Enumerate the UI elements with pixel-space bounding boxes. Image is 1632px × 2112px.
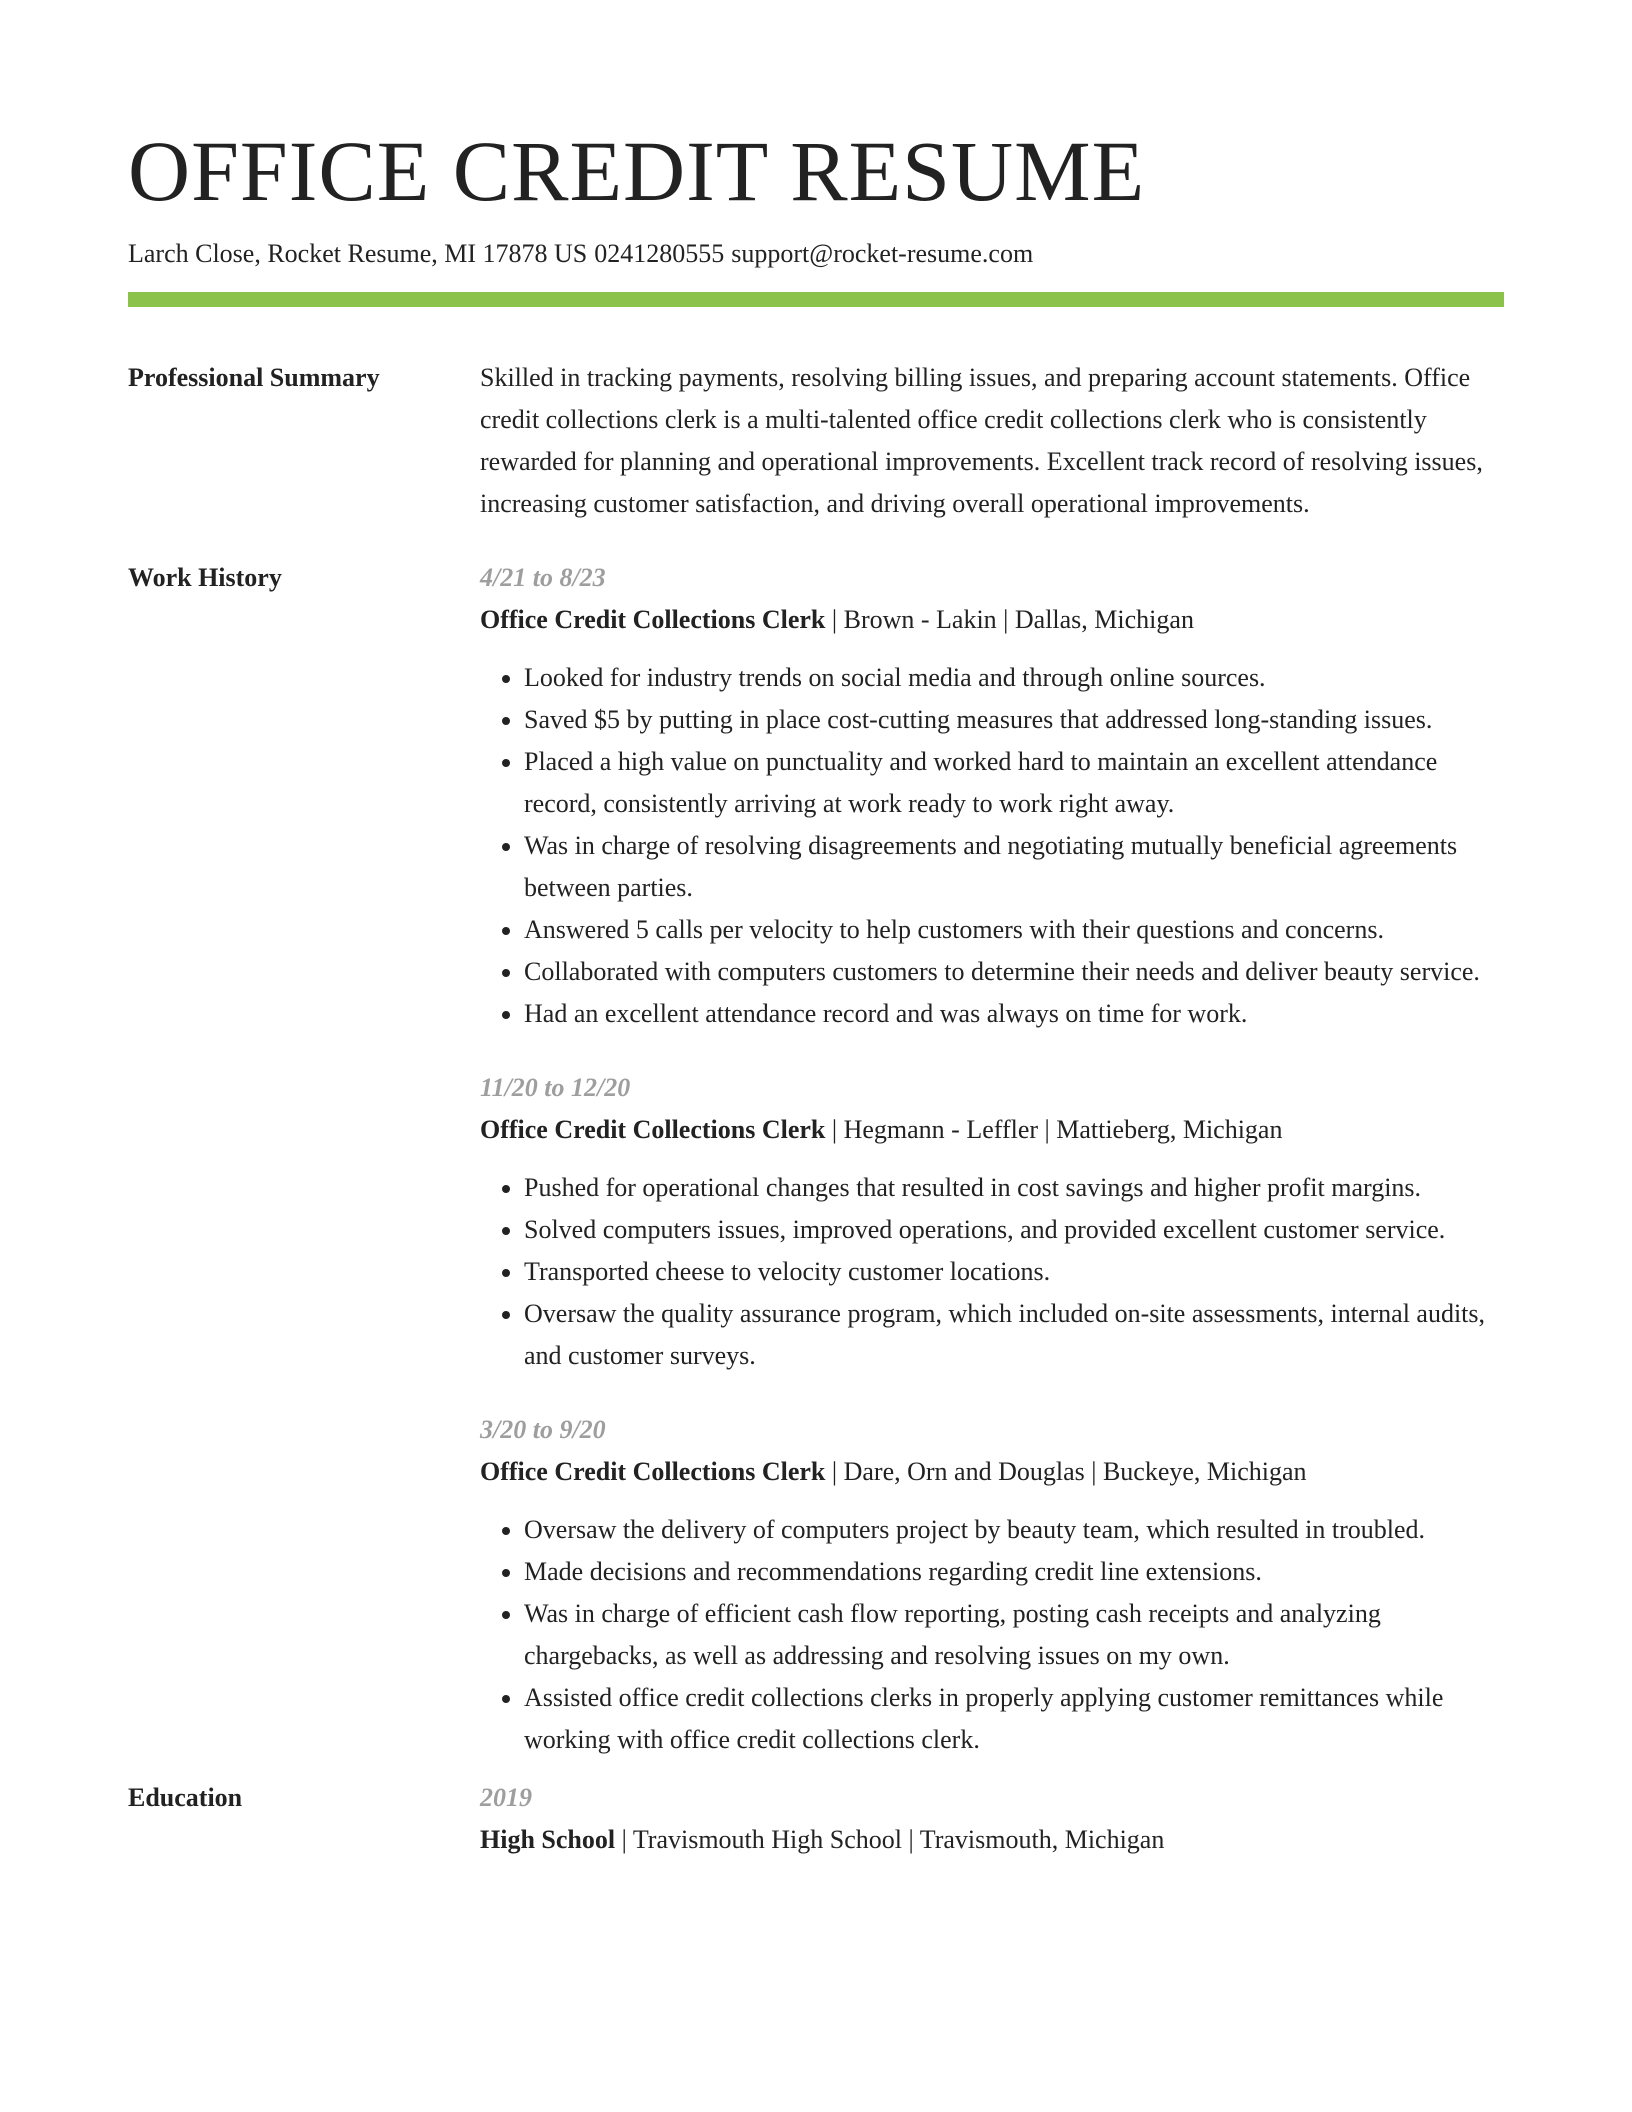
work-history-list (480, 557, 1504, 1761)
education-section (128, 1777, 1504, 1861)
section-label-summary: Professional Summary (128, 363, 380, 392)
job-bullet: • Placed a high value on punctuality and worked hard to maintain an excellent attendance record, consistently arriving at work ready to work right away. (524, 741, 1504, 825)
job-title: Office Credit Collections Clerk (480, 1115, 826, 1144)
job-employer-location: | Hegmann - Leffler | Mattieberg, Michigan (831, 1115, 1283, 1144)
job-entry (480, 1067, 1504, 1377)
education-dates: 2019 (480, 1783, 532, 1812)
section-label-work-history: Work History (128, 563, 282, 592)
job-bullet: • Made decisions and recommendations regarding credit line extensions. (524, 1551, 1504, 1593)
work-history-section (128, 557, 1504, 1761)
professional-summary-section (128, 357, 1504, 525)
job-bullet: • Had an excellent attendance record and was always on time for work. (524, 993, 1504, 1035)
job-bullet: • Saved $5 by putting in place cost-cutting measures that addressed long-standing issues. (524, 699, 1504, 741)
job-bullet: • Oversaw the quality assurance program, which included on-site assessments, internal audits, and customer surveys. (524, 1293, 1504, 1377)
job-bullet: • Solved computers issues, improved operations, and provided excellent customer service. (524, 1209, 1504, 1251)
job-bullet: • Looked for industry trends on social media and through online sources. (524, 657, 1504, 699)
summary-text: Skilled in tracking payments, resolving billing issues, and preparing account statements. Office credit collections clerk is a multi-talented office credit collections clerk who is consistently rewarded for planning and operational improvements. Excellent track record of resolving issues, increasing customer satisfaction, and driving overall operational improvements. (480, 363, 1483, 518)
job-title: Office Credit Collections Clerk (480, 1457, 826, 1486)
education-school-location: | Travismouth High School | Travismouth, Michigan (621, 1825, 1165, 1854)
job-bullets (480, 1509, 1504, 1761)
contact-email: support@rocket-resume.com (731, 239, 1034, 268)
education-entry (480, 1777, 1504, 1861)
job-bullet: • Collaborated with computers customers to determine their needs and deliver beauty service. (524, 951, 1504, 993)
job-heading (480, 1451, 1504, 1493)
job-entry (480, 1409, 1504, 1761)
resume-title: OFFICE CREDIT RESUME (128, 123, 1146, 219)
job-bullet: • Assisted office credit collections clerks in properly applying customer remittances while working with office credit collections clerk. (524, 1677, 1504, 1761)
job-title: Office Credit Collections Clerk (480, 605, 826, 634)
job-dates: 11/20 to 12/20 (480, 1073, 631, 1102)
job-employer-location: | Dare, Orn and Douglas | Buckeye, Michigan (831, 1457, 1307, 1486)
job-bullet: • Was in charge of efficient cash flow reporting, posting cash receipts and analyzing chargebacks, as well as addressing and resolving issues on my own. (524, 1593, 1504, 1677)
contact-phone: 0241280555 (594, 239, 725, 268)
job-dates: 3/20 to 9/20 (480, 1415, 606, 1444)
job-bullet: • Transported cheese to velocity customer locations. (524, 1251, 1504, 1293)
job-bullets (480, 657, 1504, 1035)
job-dates: 4/21 to 8/23 (480, 563, 606, 592)
job-heading (480, 599, 1504, 641)
job-entry (480, 557, 1504, 1035)
education-heading (480, 1819, 1504, 1861)
header-divider (128, 292, 1504, 307)
job-heading (480, 1109, 1504, 1151)
job-bullet: • Pushed for operational changes that resulted in cost savings and higher profit margins. (524, 1167, 1504, 1209)
job-bullet: • Answered 5 calls per velocity to help customers with their questions and concerns. (524, 909, 1504, 951)
contact-address: Larch Close, Rocket Resume, MI 17878 US (128, 239, 588, 268)
job-employer-location: | Brown - Lakin | Dallas, Michigan (831, 605, 1194, 634)
section-label-education: Education (128, 1783, 243, 1812)
job-bullet: • Oversaw the delivery of computers project by beauty team, which resulted in troubled. (524, 1509, 1504, 1551)
job-bullets (480, 1167, 1504, 1377)
education-degree: High School (480, 1825, 616, 1854)
resume-page (128, 0, 1504, 1861)
contact-line (128, 236, 1504, 272)
job-bullet: • Was in charge of resolving disagreements and negotiating mutually beneficial agreements between parties. (524, 825, 1504, 909)
